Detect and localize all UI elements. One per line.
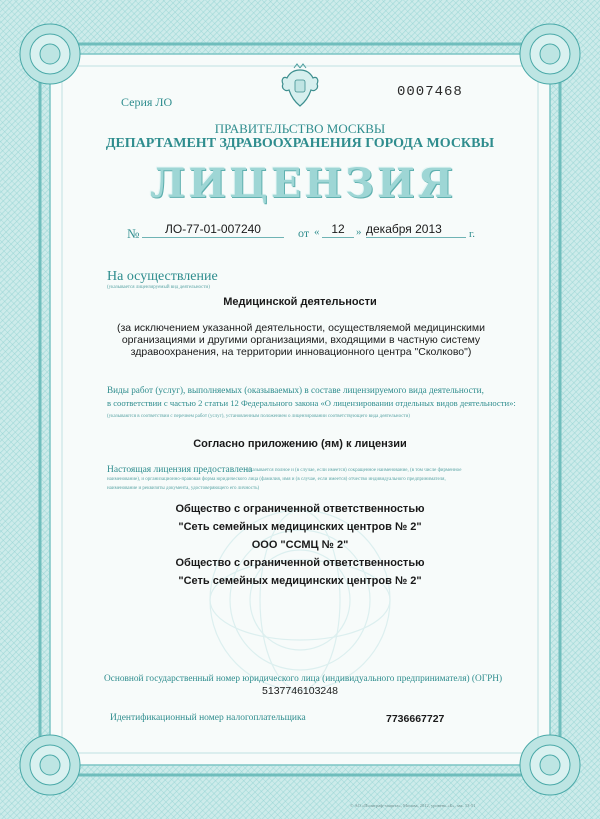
inn-value: 7736667727 xyxy=(386,713,445,725)
holder-line-3: ООО "ССМЦ № 2" xyxy=(251,539,349,551)
holder-line-5: "Сеть семейных медицинских центров № 2" xyxy=(178,575,422,587)
coat-of-arms-emblem xyxy=(279,62,321,110)
holder-note-3: наименование и реквизиты документа, удостоверяющего его личность) xyxy=(107,486,260,491)
works-text-2: в соответствии с частью 2 статьи 12 Федерального закона «О лицензировании отдельных видов деятельности»: xyxy=(107,398,516,408)
license-number: ЛО-77-01-007240 xyxy=(142,222,284,238)
holder-note-2: наименование), и организационно-правовая форма юридического лица (фамилия, имя и (в случае, если имеется) отчество индивидуального предпринимателя, xyxy=(107,477,446,482)
activity-label: На осуществление xyxy=(107,269,218,284)
year-suffix: г. xyxy=(469,228,476,240)
government-title: ПРАВИТЕЛЬСТВО МОСКВЫ xyxy=(214,121,386,136)
number-sign: № xyxy=(127,226,140,241)
quote-close: » xyxy=(356,226,362,238)
license-title: ЛИЦЕНЗИЯ xyxy=(150,160,457,207)
holder-line-1: Общество с ограниченной ответственностью xyxy=(175,503,425,515)
ogrn-label: Основной государственный номер юридического лица (индивидуального предпринимателя) (ОГРН) xyxy=(104,674,503,684)
from-label: от xyxy=(298,226,310,240)
activity-name: Медицинской деятельности xyxy=(223,296,377,308)
holder-line-2: "Сеть семейных медицинских центров № 2" xyxy=(178,521,422,533)
form-number: 0007468 xyxy=(397,84,463,100)
license-day: 12 xyxy=(322,222,354,238)
printer-imprint: © АО «Полиграф-защита», Москва, 2012, уровень «Б», зак. 13-51 xyxy=(350,803,476,808)
inn-label: Идентификационный номер налогоплательщика xyxy=(110,713,306,723)
works-text-1: Виды работ (услуг), выполняемых (оказываемых) в составе лицензируемого вида деятельности, xyxy=(107,385,484,395)
holder-intro: Настоящая лицензия предоставлена xyxy=(107,465,253,475)
activity-exclusion: (за исключением указанной деятельности, осуществляемой медицинскими организациями и другими организациями, входящими в частную систему здравоохранения, на территории инновационного центра "Сколково") xyxy=(117,322,485,358)
quote-open: « xyxy=(314,226,320,238)
series-label: Серия ЛО xyxy=(121,95,173,109)
license-month-year: декабря 2013 xyxy=(366,222,466,238)
holder-line-4: Общество с ограниченной ответственностью xyxy=(175,557,425,569)
holder-note-1: (указывается полное и (в случае, если имеется) сокращенное наименование, (в том числе фирменное xyxy=(246,468,462,473)
activity-label-note: (указывается лицензируемый вид деятельности) xyxy=(107,285,210,290)
works-note: (указываются в соответствии с перечнем работ (услуг), установленным положением о лицензировании соответствующего вида деятельности) xyxy=(107,414,410,419)
works-value: Согласно приложению (ям) к лицензии xyxy=(193,438,407,450)
ogrn-value: 5137746103248 xyxy=(262,685,338,697)
department-title: ДЕПАРТАМЕНТ ЗДРАВООХРАНЕНИЯ ГОРОДА МОСКВЫ xyxy=(105,136,495,151)
